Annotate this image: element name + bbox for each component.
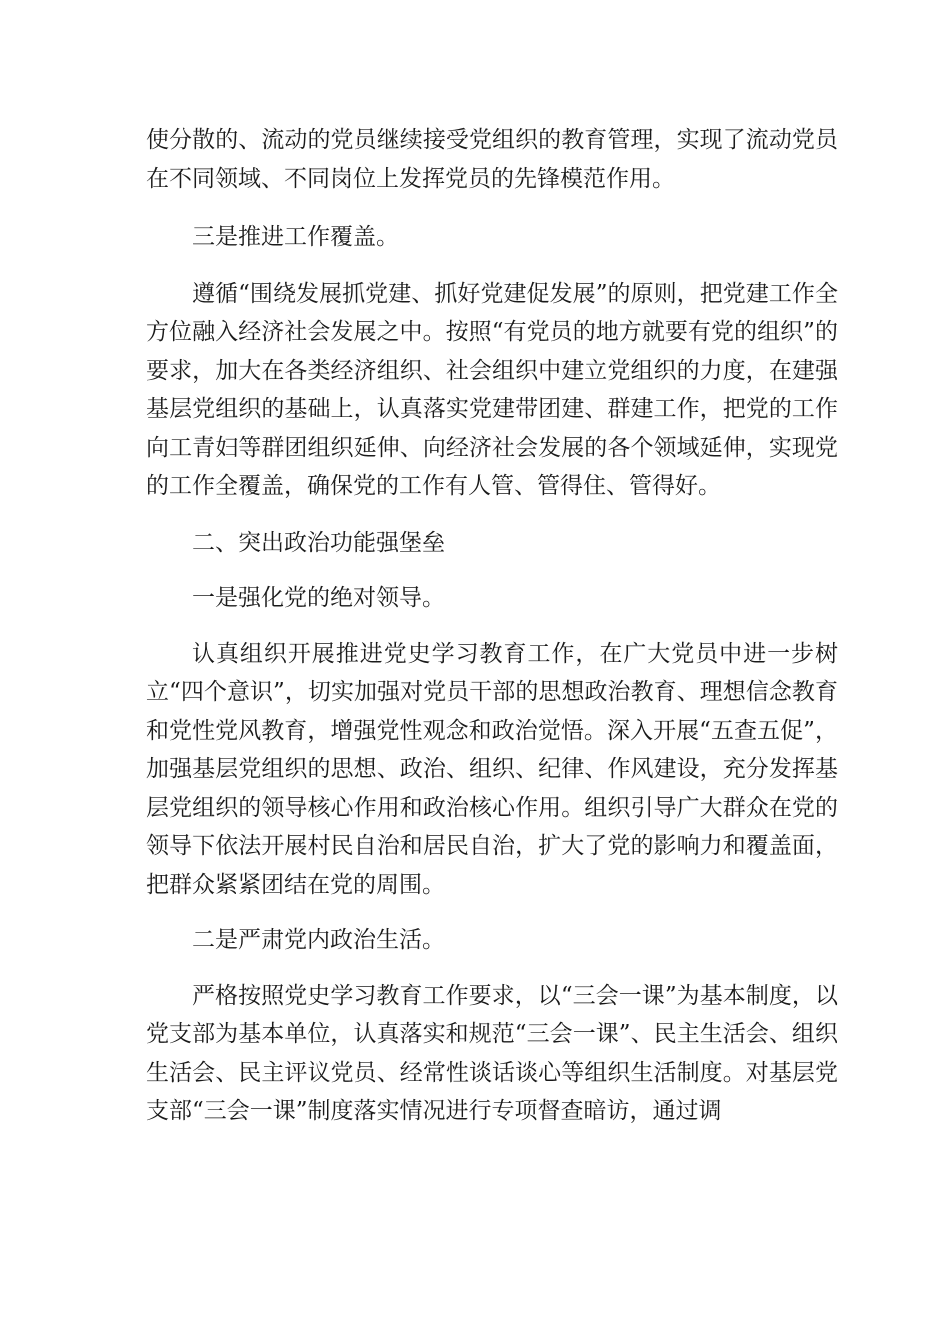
paragraph-political-life: 严格按照党史学习教育工作要求，以“三会一课”为基本制度，以党支部为基本单位，认真落实和规范“三会一课”、民主生活会、组织生活会、民主评议党员、经常性谈话谈心等组织生活制度。对基层党支部“三会一课”制度落实情况进行专项督查暗访，通过调 — [146, 982, 838, 1124]
subheading-party-leadership: 一是强化党的绝对领导。 — [192, 585, 445, 611]
document-body — [146, 121, 838, 1131]
subheading-political-life: 二是严肃党内政治生活。 — [192, 927, 445, 953]
subheading-work-coverage: 三是推进工作覆盖。 — [192, 224, 399, 250]
paragraph-continuation: 使分散的、流动的党员继续接受党组织的教育管理，实现了流动党员在不同领域、不同岗位上发挥党员的先锋模范作用。 — [146, 127, 838, 192]
paragraph-party-leadership: 认真组织开展推进党史学习教育工作，在广大党员中进一步树立“四个意识”，切实加强对党员干部的思想政治教育、理想信念教育和党性党风教育，增强党性观念和政治觉悟。深入开展“五查五促”，加强基层党组织的思想、政治、组织、纪律、作风建设，充分发挥基层党组织的领导核心作用和政治核心作用。组织引导广大群众在党的领导下依法开展村民自治和居民自治，扩大了党的影响力和覆盖面，把群众紧紧团结在党的周围。 — [146, 640, 838, 898]
paragraph-work-coverage: 遵循“围绕发展抓党建、抓好党建促发展”的原则，把党建工作全方位融入经济社会发展之中。按照“有党员的地方就要有党的组织”的要求，加大在各类经济组织、社会组织中建立党组织的力度，在建强基层党组织的基础上，认真落实党建带团建、群建工作，把党的工作向工青妇等群团组织延伸、向经济社会发展的各个领域延伸，实现党的工作全覆盖，确保党的工作有人管、管得住、管得好。 — [146, 280, 838, 499]
section-heading-political-function: 二、突出政治功能强堡垒 — [192, 529, 445, 556]
